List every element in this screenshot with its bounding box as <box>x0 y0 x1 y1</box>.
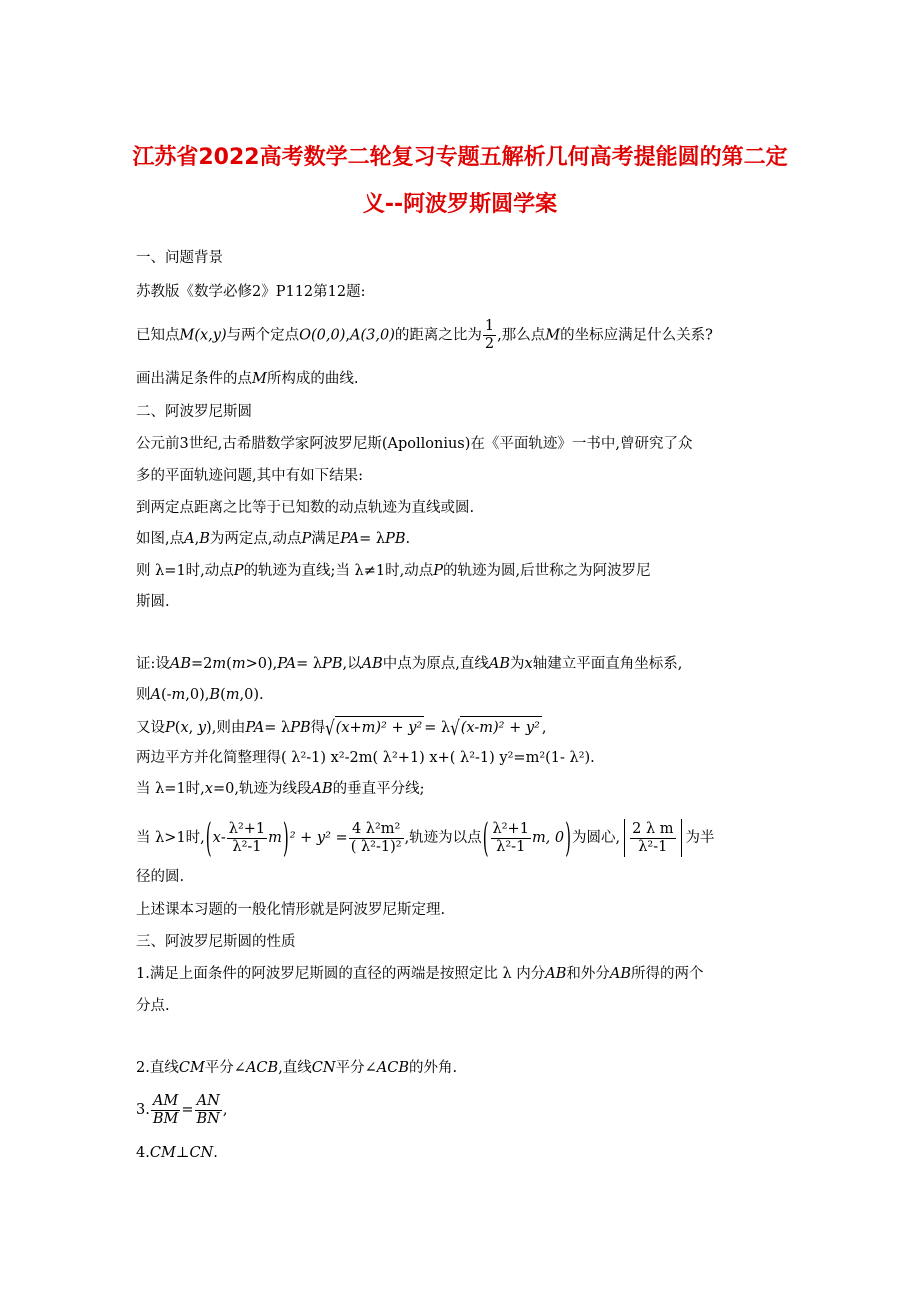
history-paragraph-line-1: 公元前3世纪,古希腊数学家阿波罗尼斯(Apollonius)在《平面轨迹》一书中,曾研究了众 <box>136 436 693 452</box>
proof-line-2: 则A(-m,0),B(m,0). <box>136 687 264 703</box>
textbook-source: 苏教版《数学必修2》P112第12题: <box>136 284 366 300</box>
property-4: 4.CM⊥CN. <box>136 1145 218 1161</box>
figure-description: 如图,点A,B为两定点,动点P满足PA= λPB. <box>136 531 411 547</box>
proof-line-6: 当 λ>1时,(x- $\frac{\text{λ²+1}}{\text{λ²-1}}$ m)² + y² = $\frac{\text{4 λ²m²}}{\text{( λ²-1)²}}$ ,轨迹为以点( $\frac{\text{λ²+1}}{\text{λ²-1}}$ m, 0)为圆心, $\frac{\text{2 λ m}}{\text{λ²-1}}$ 为半 <box>136 814 715 862</box>
proof-line-5: 当 λ=1时,x=0,轨迹为线段AB的垂直平分线; <box>136 781 425 797</box>
locus-cases-line-2: 斯圆. <box>136 594 170 610</box>
proof-line-3: 又设P(x, y),则由PA= λPB得√(x+m)² + y² = λ√(x-m)² + y² , <box>136 715 547 741</box>
section-1-heading: 一、问题背景 <box>136 250 223 266</box>
problem-statement: 已知点M(x,y)与两个定点O(0,0),A(3,0)的距离之比为 $\frac{1}{2}$ ,那么点M的坐标应满足什么关系? <box>136 318 713 352</box>
property-2: 2.直线CM平分∠ACB,直线CN平分∠ACB的外角. <box>136 1060 458 1076</box>
locus-result: 到两定点距离之比等于已知数的动点轨迹为直线或圆. <box>136 500 475 516</box>
ratio-fraction: $\frac{1}{2}$ <box>484 318 495 352</box>
document-title-line-1: 江苏省2022高考数学二轮复习专题五解析几何高考提能圆的第二定 <box>132 145 788 170</box>
sqrt-expression-right: √(x-m)² + y² <box>450 715 540 741</box>
property-3: 3. $\frac{AM}{BM}$ = $\frac{AN}{BN}$ , <box>136 1092 228 1127</box>
section-2-heading: 二、阿波罗尼斯圆 <box>136 404 252 420</box>
problem-task: 画出满足条件的点M所构成的曲线. <box>136 371 359 387</box>
proof-line-4: 两边平方并化简整理得( λ²-1) x²-2m( λ²+1) x+( λ²-1) y²=m²(1- λ²). <box>136 750 595 766</box>
proof-line-7: 径的圆. <box>136 869 185 885</box>
proof-line-1: 证:设AB=2m(m>0),PA= λPB,以AB中点为原点,直线AB为x轴建立平面直角坐标系, <box>136 656 683 672</box>
history-paragraph-line-2: 多的平面轨迹问题,其中有如下结果: <box>136 468 363 484</box>
property-1-line-1: 1.满足上面条件的阿波罗尼斯圆的直径的两端是按照定比 λ 内分AB和外分AB所得的两个 <box>136 966 704 982</box>
theorem-statement: 上述课本习题的一般化情形就是阿波罗尼斯定理. <box>136 902 446 918</box>
locus-cases-line-1: 则 λ=1时,动点P的轨迹为直线;当 λ≠1时,动点P的轨迹为圆,后世称之为阿波罗尼 <box>136 563 651 579</box>
sqrt-expression-left: √(x+m)² + y² <box>325 715 423 741</box>
document-title-line-2: 义--阿波罗斯圆学案 <box>362 192 558 217</box>
property-1-line-2: 分点. <box>136 998 170 1014</box>
section-3-heading: 三、阿波罗尼斯圆的性质 <box>136 934 296 950</box>
